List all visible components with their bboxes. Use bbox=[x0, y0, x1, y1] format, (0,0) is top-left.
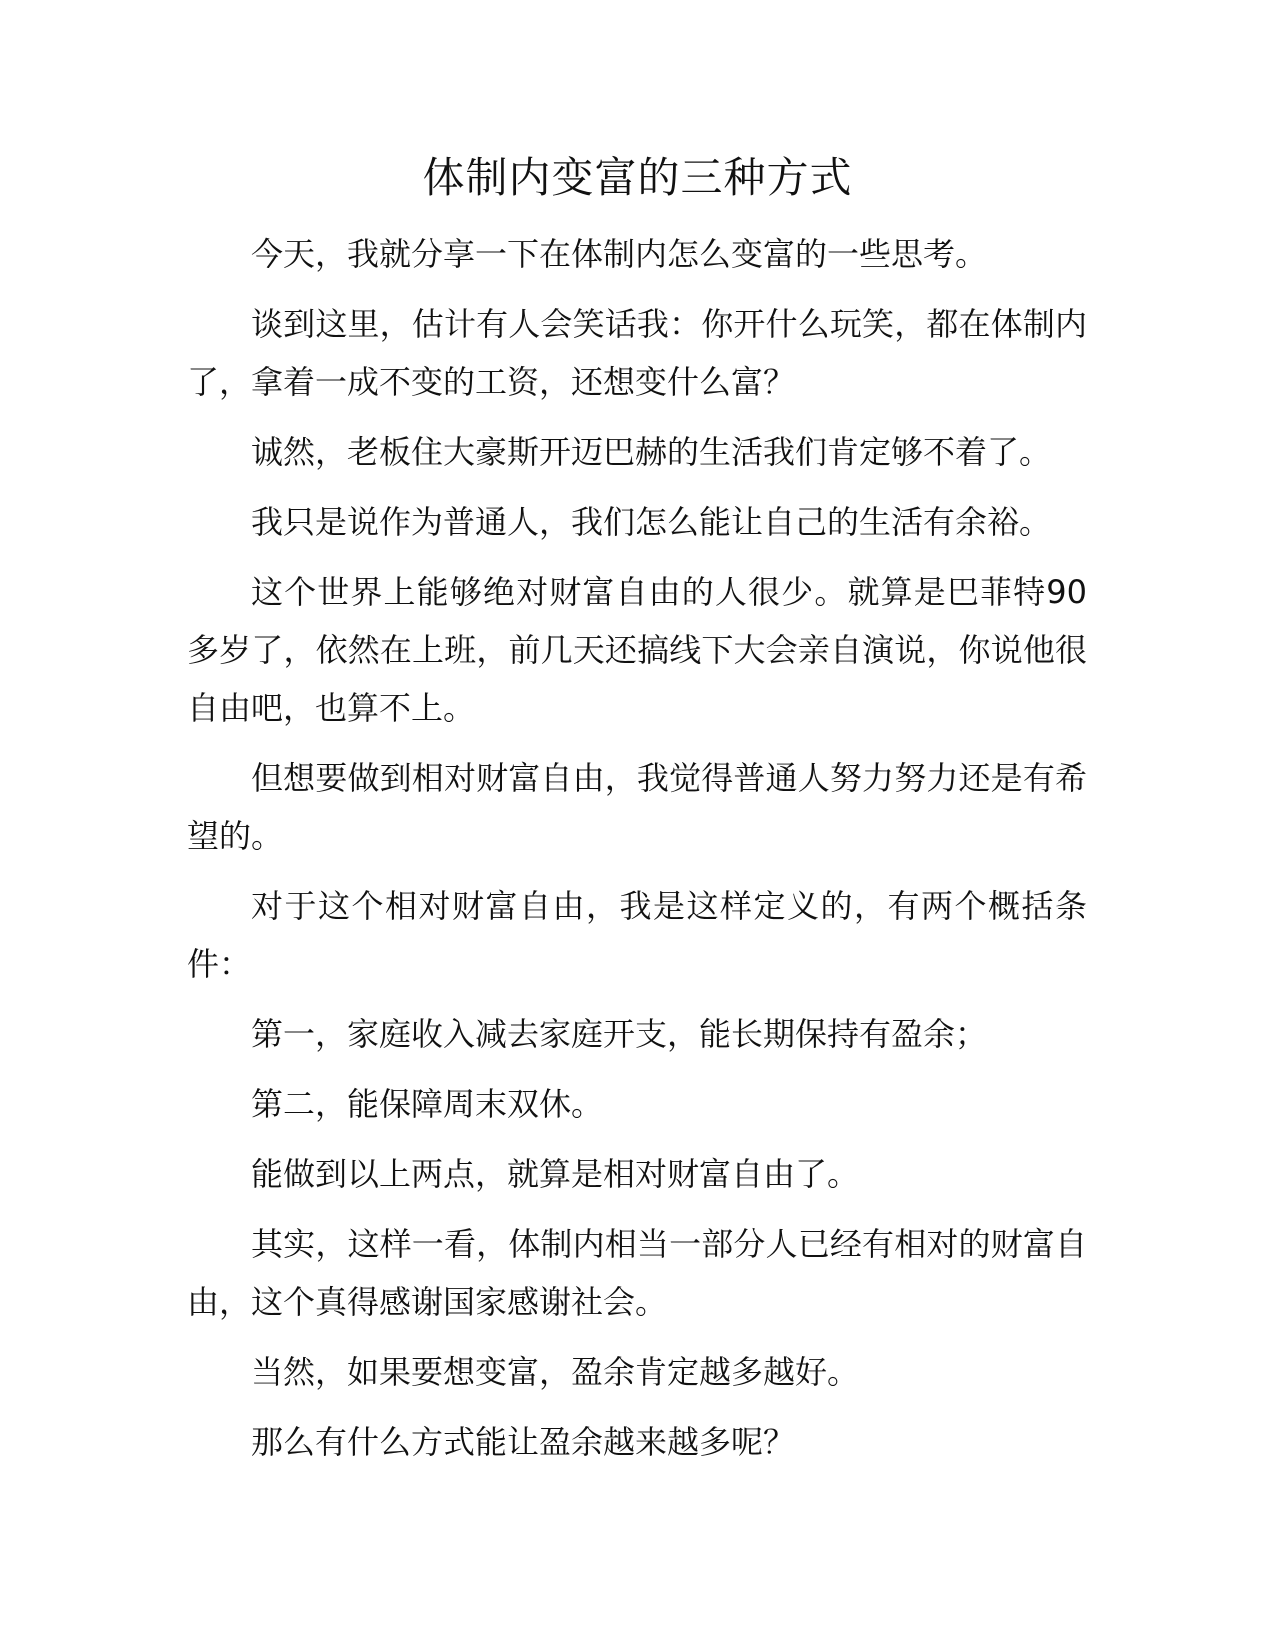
paragraph: 谈到这里，估计有人会笑话我：你开什么玩笑，都在体制内了，拿着一成不变的工资，还想变什么富？ bbox=[187, 305, 1087, 401]
paragraph: 这个世界上能够绝对财富自由的人很少。就算是巴菲特90 多岁了，依然在上班，前几天还搞线下大会亲自演说，你说他很自由吧，也算不上。 bbox=[187, 573, 1087, 727]
document-body bbox=[187, 225, 1087, 1483]
paragraph: 能做到以上两点，就算是相对财富自由了。 bbox=[251, 1155, 860, 1193]
paragraph: 诚然，老板住大豪斯开迈巴赫的生活我们肯定够不着了。 bbox=[251, 433, 1052, 471]
document-title: 体制内变富的三种方式 bbox=[422, 153, 853, 202]
paragraph: 我只是说作为普通人，我们怎么能让自己的生活有余裕。 bbox=[251, 503, 1052, 541]
paragraph: 对于这个相对财富自由，我是这样定义的，有两个概括条件： bbox=[187, 887, 1087, 983]
paragraph: 那么有什么方式能让盈余越来越多呢？ bbox=[251, 1423, 796, 1461]
paragraph: 但想要做到相对财富自由，我觉得普通人努力努力还是有希望的。 bbox=[187, 759, 1087, 855]
paragraph: 当然，如果要想变富，盈余肯定越多越好。 bbox=[251, 1353, 860, 1391]
paragraph: 其实，这样一看，体制内相当一部分人已经有相对的财富自由，这个真得感谢国家感谢社会。 bbox=[187, 1225, 1087, 1321]
paragraph: 今天，我就分享一下在体制内怎么变富的一些思考。 bbox=[251, 235, 988, 273]
paragraph: 第一，家庭收入减去家庭开支，能长期保持有盈余； bbox=[251, 1015, 988, 1053]
paragraph: 第二，能保障周末双休。 bbox=[251, 1085, 604, 1123]
